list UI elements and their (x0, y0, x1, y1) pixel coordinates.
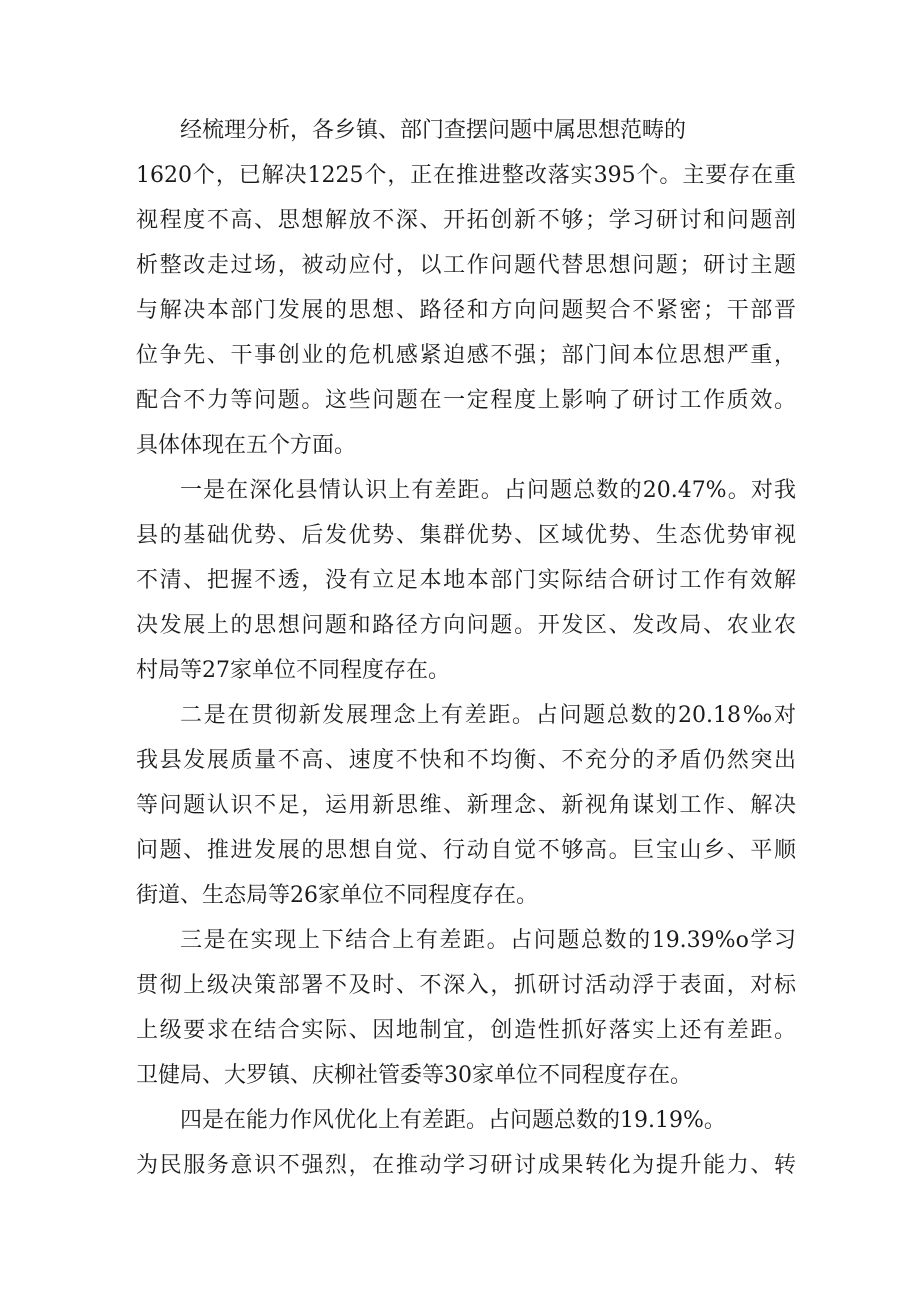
text-line: 具体体现在五个方面。 (136, 433, 357, 458)
text-line: 配合不力等问题。这些问题在一定程度上影响了研讨工作质效。 (136, 388, 796, 413)
document-body (136, 108, 796, 1188)
text-line: 卫健局、大罗镇、庆柳社管委等30家单位不同程度存在。 (136, 1063, 692, 1088)
text-line: 一是在深化县情认识上有差距。占问题总数的20.47%。对我 (180, 478, 796, 503)
text-line: 村局等27家单位不同程度存在。 (136, 658, 450, 683)
text-line: 不清、把握不透，没有立足本地本部门实际结合研讨工作有效解 (136, 568, 796, 593)
text-line: 县的基础优势、后发优势、集群优势、区域优势、生态优势审视 (136, 523, 796, 548)
text-line: 四是在能力作风优化上有差距。占问题总数的19.19%。 (180, 1108, 726, 1133)
text-line: 贯彻上级决策部署不及时、不深入，抓研讨活动浮于表面，对标 (136, 973, 796, 998)
text-line: 三是在实现上下结合上有差距。占问题总数的19.39%o学习 (180, 928, 796, 953)
text-line: 视程度不高、思想解放不深、开拓创新不够；学习研讨和问题剖 (136, 208, 796, 233)
text-line: 析整改走过场，被动应付，以工作问题代替思想问题；研讨主题 (136, 253, 796, 278)
text-line: 1620个，已解决1225个，正在推进整改落实395个。主要存在重 (136, 163, 796, 188)
text-line: 街道、生态局等26家单位不同程度存在。 (136, 883, 538, 908)
text-line: 上级要求在结合实际、因地制宜，创造性抓好落实上还有差距。 (136, 1018, 796, 1043)
text-line: 与解决本部门发展的思想、路径和方向问题契合不紧密；干部晋 (136, 298, 796, 323)
text-line: 二是在贯彻新发展理念上有差距。占问题总数的20.18‰对 (180, 703, 796, 728)
text-line: 位争先、干事创业的危机感紧迫感不强；部门间本位思想严重， (136, 343, 796, 368)
text-line: 我县发展质量不高、速度不快和不均衡、不充分的矛盾仍然突出 (136, 748, 796, 773)
text-line: 经梳理分析，各乡镇、部门查摆问题中属思想范畴的 (180, 118, 687, 143)
text-line: 等问题认识不足，运用新思维、新理念、新视角谋划工作、解决 (136, 793, 796, 818)
text-line: 为民服务意识不强烈，在推动学习研讨成果转化为提升能力、转 (136, 1153, 796, 1178)
text-line: 决发展上的思想问题和路径方向问题。开发区、发改局、农业农 (136, 613, 796, 638)
text-line: 问题、推进发展的思想自觉、行动自觉不够高。巨宝山乡、平顺 (136, 838, 796, 863)
